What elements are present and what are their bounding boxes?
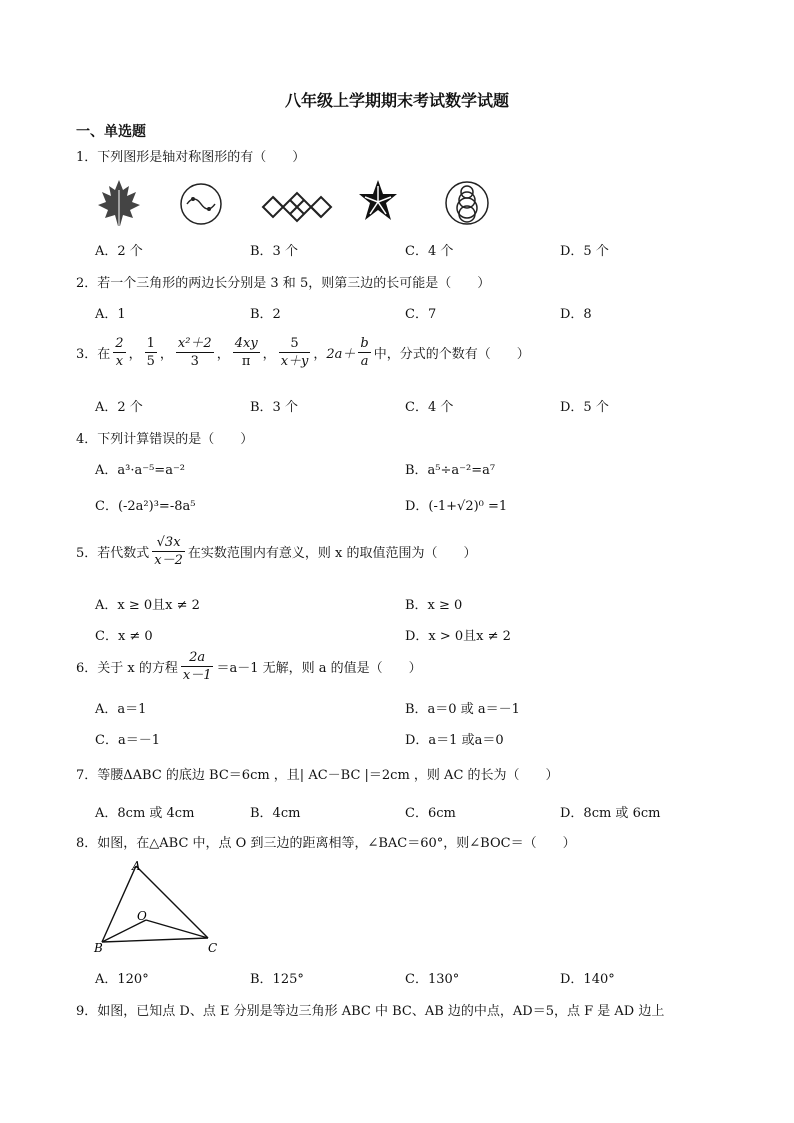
q6-option-d[interactable]: D．a＝1 或a＝0	[405, 733, 504, 748]
q6-fraction	[181, 650, 214, 683]
q2-option-d[interactable]: D．8	[560, 307, 592, 322]
q8-option-b[interactable]: B．125°	[250, 972, 304, 987]
q3-f3-den: 3	[190, 354, 199, 369]
question-9-stem: 9．如图，已知点 D、点 E 分别是等边三角形 ABC 中 BC、AB 边的中点，AD＝5，点 F 是 AD 边上	[76, 1004, 665, 1019]
q6-option-a[interactable]: A．a＝1	[95, 702, 147, 717]
q3-fraction-6	[358, 336, 370, 369]
question-4-stem: 4．下列计算错误的是（ ）	[76, 432, 254, 447]
q5-suffix: 在实数范围内有意义，则 x 的取值范围为（ ）	[187, 546, 477, 561]
star-flower-icon	[358, 178, 398, 224]
q2-option-a[interactable]: A．1	[95, 307, 126, 322]
q3-option-c[interactable]: C．4 个	[405, 400, 454, 415]
q3-option-d[interactable]: D．5 个	[560, 400, 609, 415]
yin-yang-icon	[178, 182, 224, 226]
q3-f1-den: x	[115, 354, 124, 369]
label-o: O	[137, 909, 147, 923]
q3-f2-num: 1	[146, 336, 155, 351]
q5-numerator: √3x	[152, 535, 185, 552]
q8-option-c[interactable]: C．130°	[405, 972, 460, 987]
q3-fraction-3	[176, 336, 214, 369]
q8-option-a[interactable]: A．120°	[95, 972, 149, 987]
q3-f6-den: a	[360, 354, 369, 369]
triangle-figure	[92, 858, 218, 956]
label-b: B	[94, 941, 103, 955]
question-2-stem: 2．若一个三角形的两边长分别是 3 和 5，则第三边的长可能是（ ）	[76, 276, 491, 291]
maple-leaf-icon	[96, 178, 142, 228]
q4-option-c[interactable]: C．(-2a²)³=-8a⁵	[95, 499, 196, 514]
question-1-stem: 1．下列图形是轴对称图形的有（ ）	[76, 150, 306, 165]
q1-option-b[interactable]: B．3 个	[250, 244, 298, 259]
q3-f3-num: x²＋2	[177, 336, 212, 351]
q5-option-a[interactable]: A．x ≥ 0且x ≠ 2	[95, 598, 200, 613]
q4-option-d[interactable]: D．(-1+√2)⁰ =1	[405, 499, 508, 514]
q7-option-b[interactable]: B．4cm	[250, 806, 301, 821]
q3-f2-den: 5	[146, 354, 155, 369]
q7-option-c[interactable]: C．6cm	[405, 806, 456, 821]
q3-fraction-1	[113, 336, 125, 369]
q3-option-b[interactable]: B．3 个	[250, 400, 298, 415]
q3-f4-den: π	[241, 354, 251, 369]
label-c: C	[208, 941, 218, 955]
q1-option-c[interactable]: C．4 个	[405, 244, 454, 259]
question-6-stem	[76, 650, 422, 683]
question-7-stem: 7．等腰ΔABC 的底边 BC＝6cm ，且| AC－BC |＝2cm ，则 AC 的长为（ ）	[76, 768, 559, 783]
q5-denominator: x－2	[154, 553, 183, 568]
q3-fraction-5	[279, 336, 311, 369]
q3-fraction-4	[233, 336, 260, 369]
q5-prefix: 5．若代数式	[76, 546, 150, 561]
q7-option-a[interactable]: A．8cm 或 4cm	[95, 806, 195, 821]
q2-option-c[interactable]: C．7	[405, 307, 437, 322]
q6-suffix: ＝a－1 无解，则 a 的值是（ ）	[216, 661, 422, 676]
q5-option-c[interactable]: C．x ≠ 0	[95, 629, 153, 644]
q3-suffix: 中，分式的个数有（ ）	[373, 347, 530, 362]
page-title: 八年级上学期期末考试数学试题	[284, 91, 509, 110]
q2-option-b[interactable]: B．2	[250, 307, 281, 322]
q6-option-c[interactable]: C．a＝－1	[95, 733, 160, 748]
q3-f5-den: x＋y	[280, 354, 309, 369]
q4-option-b[interactable]: B．a⁵÷a⁻²=a⁷	[405, 463, 496, 478]
q5-fraction	[152, 535, 185, 568]
nested-circles-icon	[444, 180, 490, 226]
q4-option-a[interactable]: A．a³·a⁻⁵=a⁻²	[95, 463, 186, 478]
q3-f6-prefix: 2a＋	[326, 347, 356, 362]
q6-numerator: 2a	[181, 650, 214, 667]
section-heading: 一、单选题	[76, 124, 146, 140]
q3-f6-num: b	[360, 336, 369, 351]
label-a: A	[132, 859, 141, 873]
question-3-stem: 3．在 $\frac{2}{x}$ ， $\frac{1}{5}$ ， $\frac{\text{x²＋2}}{3}$ ， $\frac{4xy}{\pi}$ ， $\frac{5}{x+y}$ ， 2a＋ $\frac{b}{a}$ 中，分式的个数有（ ）	[76, 336, 530, 369]
q5-option-d[interactable]: D．x > 0且x ≠ 2	[405, 629, 511, 644]
q8-option-d[interactable]: D．140°	[560, 972, 615, 987]
q1-option-d[interactable]: D．5 个	[560, 244, 609, 259]
q3-f4-num: 4xy	[234, 336, 258, 351]
q7-option-d[interactable]: D．8cm 或 6cm	[560, 806, 661, 821]
q3-f1-num: 2	[115, 336, 124, 351]
q6-denominator: x－1	[182, 668, 212, 683]
knot-pattern-icon	[261, 190, 333, 224]
question-5-stem	[76, 535, 477, 568]
q6-prefix: 6．关于 x 的方程	[76, 661, 178, 676]
q1-option-a[interactable]: A．2 个	[95, 244, 143, 259]
question-8-stem: 8．如图，在△ABC 中，点 O 到三边的距离相等，∠BAC＝60°，则∠BOC＝（ ）	[76, 836, 576, 851]
q3-f5-num: 5	[279, 336, 311, 353]
q6-option-b[interactable]: B．a＝0 或 a＝－1	[405, 702, 520, 717]
q5-option-b[interactable]: B．x ≥ 0	[405, 598, 463, 613]
q3-prefix: 3．在	[76, 347, 111, 362]
q3-option-a[interactable]: A．2 个	[95, 400, 143, 415]
q3-fraction-2	[145, 336, 157, 369]
